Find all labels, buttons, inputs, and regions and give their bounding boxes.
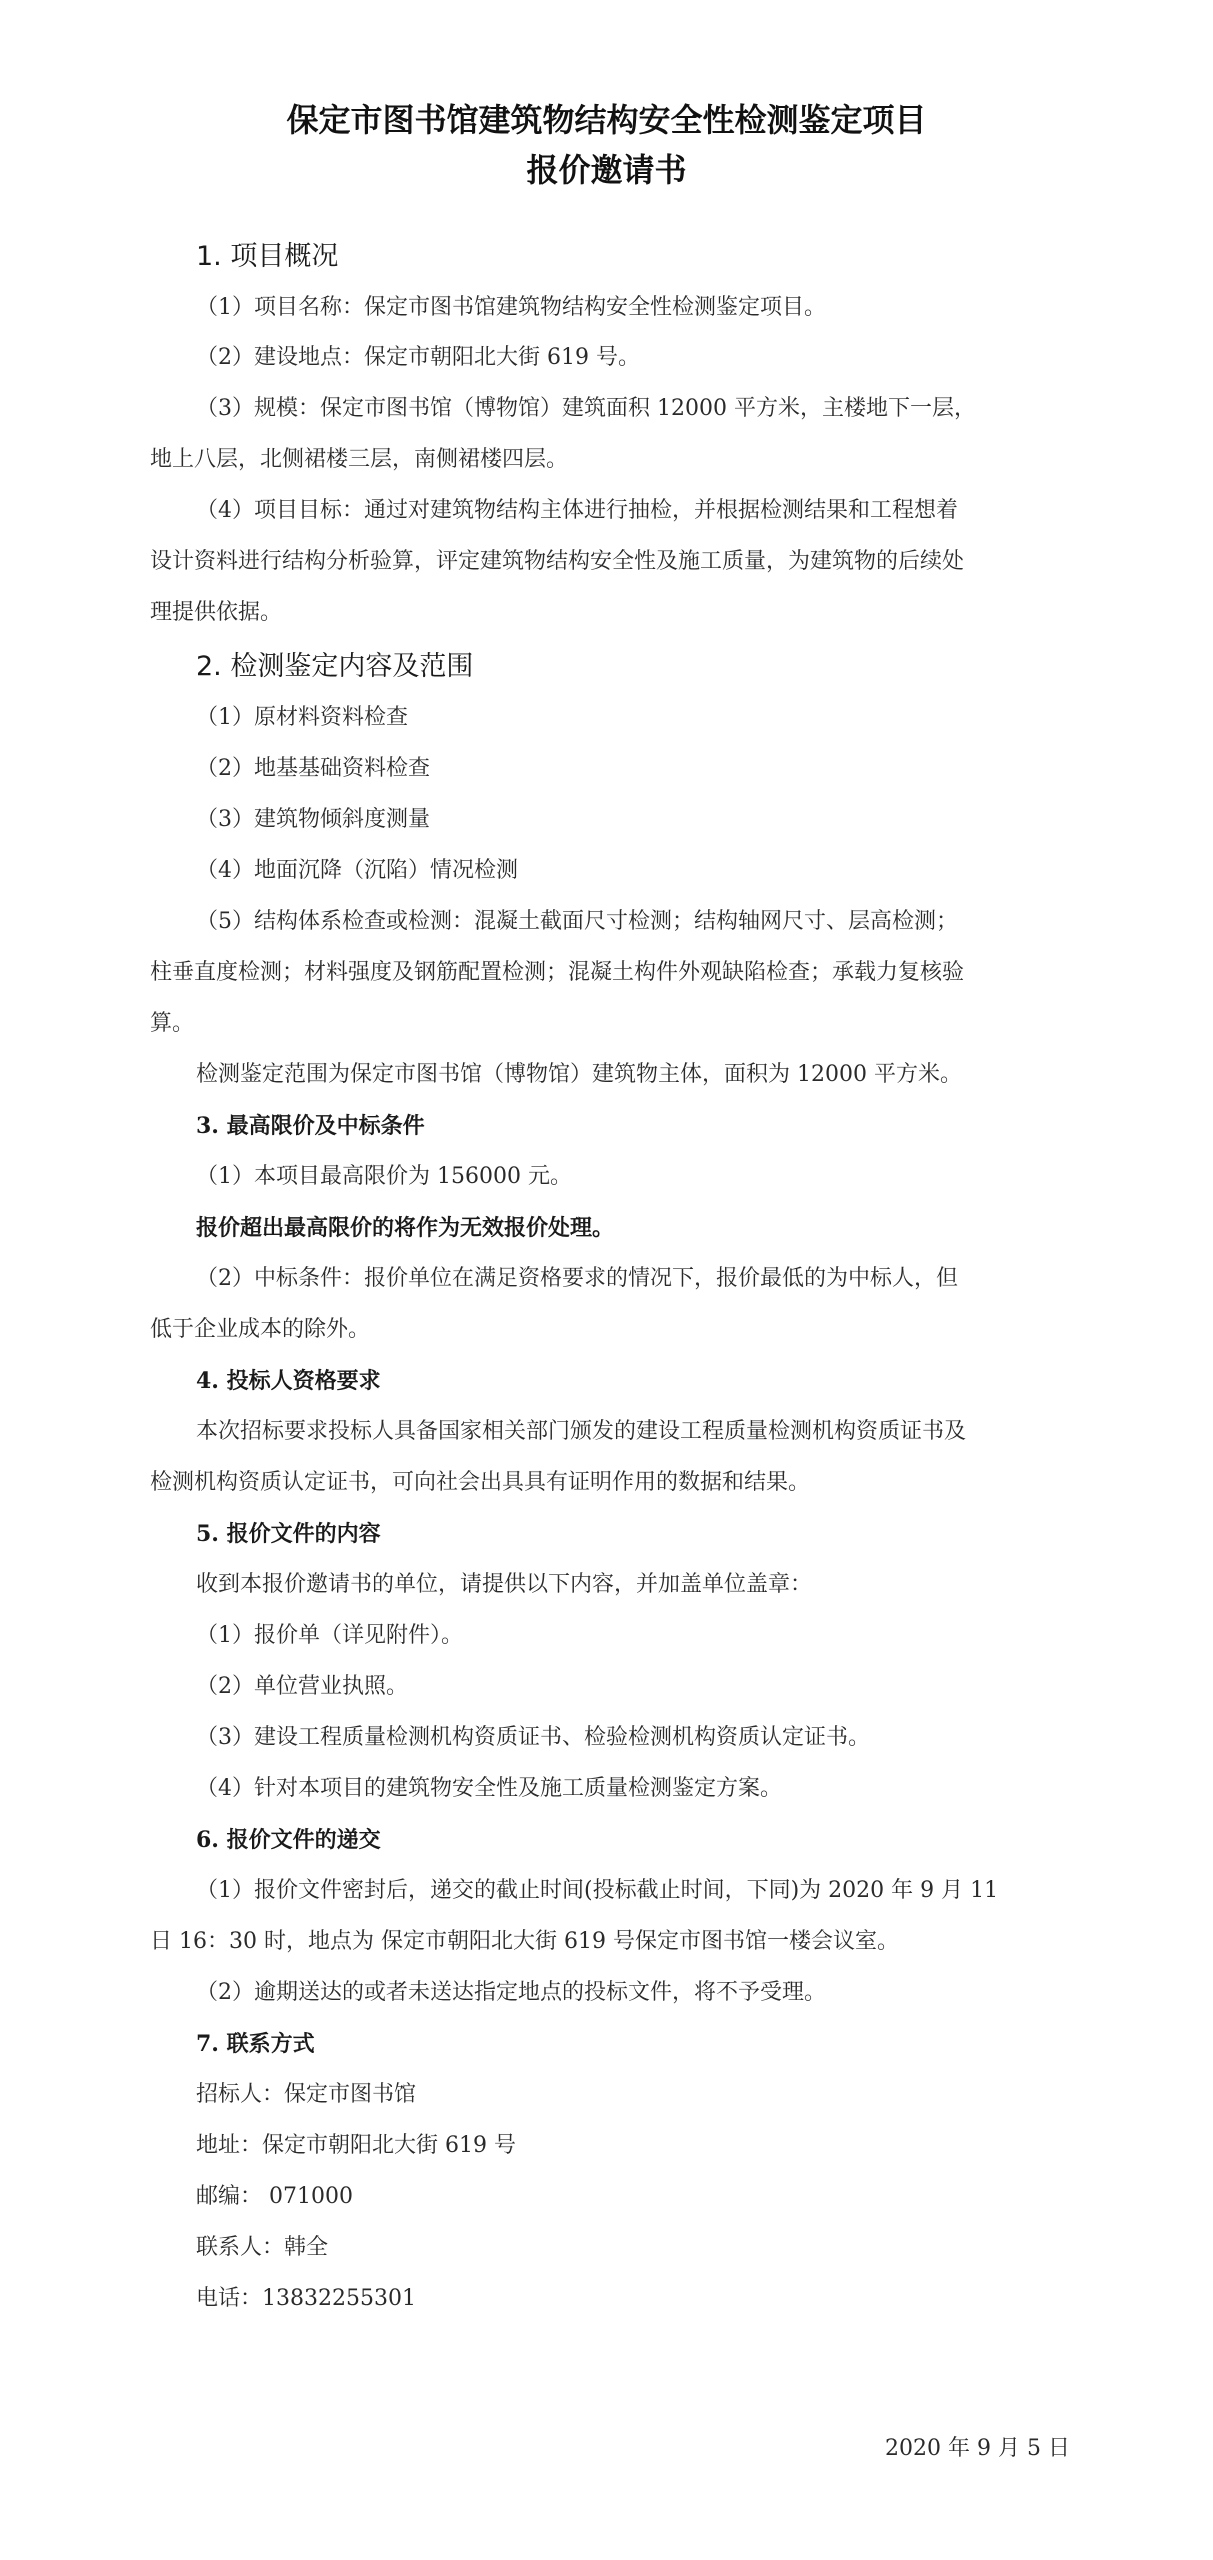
document-subtitle: 报价邀请书: [526, 151, 687, 189]
s7-phone: 电话：13832255301: [196, 2286, 416, 2311]
s2-item-4: （4）地面沉降（沉陷）情况检测: [196, 858, 518, 883]
s1-goal-line-3: 理提供依据。: [150, 600, 283, 625]
s4-req-line-1: 本次招标要求投标人具备国家相关部门颁发的建设工程质量检测机构资质证书及: [196, 1419, 967, 1444]
s6-late-note: （2）逾期送达的或者未送达指定地点的投标文件，将不予受理。: [196, 1980, 826, 2005]
section-2-heading: 2. 检测鉴定内容及范围: [196, 651, 474, 682]
s3-invalid-note: 报价超出最高限价的将作为无效报价处理。: [196, 1215, 615, 1241]
s1-project-name: （1）项目名称：保定市图书馆建筑物结构安全性检测鉴定项目。: [196, 295, 826, 320]
s4-req-line-2: 检测机构资质认定证书，可向社会出具具有证明作用的数据和结果。: [150, 1470, 811, 1495]
s1-location: （2）建设地点：保定市朝阳北大街 619 号。: [196, 345, 640, 370]
s5-item-2: （2）单位营业执照。: [196, 1674, 408, 1699]
s1-scale-line-2: 地上八层，北侧裙楼三层，南侧裙楼四层。: [150, 447, 569, 472]
s2-item-5-line-3: 算。: [150, 1011, 195, 1036]
s2-item-5-line-2: 柱垂直度检测；材料强度及钢筋配置检测；混凝土构件外观缺陷检查；承载力复核验: [150, 960, 965, 985]
s1-goal-line-1: （4）项目目标：通过对建筑物结构主体进行抽检，并根据检测结果和工程想着: [196, 498, 958, 523]
s2-item-1: （1）原材料资料检查: [196, 705, 408, 730]
s5-item-4: （4）针对本项目的建筑物安全性及施工质量检测鉴定方案。: [196, 1776, 782, 1801]
s6-deadline-line-2: 日 16：30 时，地点为 保定市朝阳北大街 619 号保定市图书馆一楼会议室。: [150, 1929, 899, 1954]
s1-scale-line-1: （3）规模：保定市图书馆（博物馆）建筑面积 12000 平方米，主楼地下一层，: [196, 396, 976, 421]
s7-tenderer: 招标人：保定市图书馆: [196, 2082, 417, 2107]
section-1-heading: 1. 项目概况: [196, 241, 339, 272]
s5-intro: 收到本报价邀请书的单位，请提供以下内容，并加盖单位盖章：: [196, 1572, 813, 1597]
document-title: 保定市图书馆建筑物结构安全性检测鉴定项目: [286, 101, 927, 139]
section-6-heading: 6. 报价文件的递交: [196, 1827, 381, 1853]
s3-max-price: （1）本项目最高限价为 156000 元。: [196, 1164, 572, 1189]
s5-item-3: （3）建设工程质量检测机构资质证书、检验检测机构资质认定证书。: [196, 1725, 870, 1750]
s7-contact: 联系人：韩全: [196, 2235, 329, 2260]
section-3-heading: 3. 最高限价及中标条件: [196, 1113, 425, 1139]
s5-item-1: （1）报价单（详见附件）。: [196, 1623, 463, 1648]
s7-postcode: 邮编： 071000: [196, 2184, 353, 2209]
s2-item-3: （3）建筑物倾斜度测量: [196, 807, 430, 832]
s2-item-2: （2）地基基础资料检查: [196, 756, 430, 781]
section-5-heading: 5. 报价文件的内容: [196, 1521, 381, 1547]
section-7-heading: 7. 联系方式: [196, 2031, 315, 2057]
s2-item-5-line-1: （5）结构体系检查或检测：混凝土截面尺寸检测；结构轴网尺寸、层高检测；: [196, 909, 958, 934]
section-4-heading: 4. 投标人资格要求: [196, 1368, 381, 1394]
s7-address: 地址：保定市朝阳北大街 619 号: [196, 2133, 516, 2158]
s3-award-line-1: （2）中标条件：报价单位在满足资格要求的情况下，报价最低的为中标人，但: [196, 1266, 958, 1291]
document-date: 2020 年 9 月 5 日: [885, 2436, 1070, 2461]
s2-scope: 检测鉴定范围为保定市图书馆（博物馆）建筑物主体，面积为 12000 平方米。: [196, 1062, 962, 1087]
s1-goal-line-2: 设计资料进行结构分析验算，评定建筑物结构安全性及施工质量，为建筑物的后续处: [150, 549, 965, 574]
s6-deadline-line-1: （1）报价文件密封后，递交的截止时间(投标截止时间，下同)为 2020 年 9 月 11: [196, 1878, 999, 1903]
s3-award-line-2: 低于企业成本的除外。: [150, 1317, 371, 1342]
